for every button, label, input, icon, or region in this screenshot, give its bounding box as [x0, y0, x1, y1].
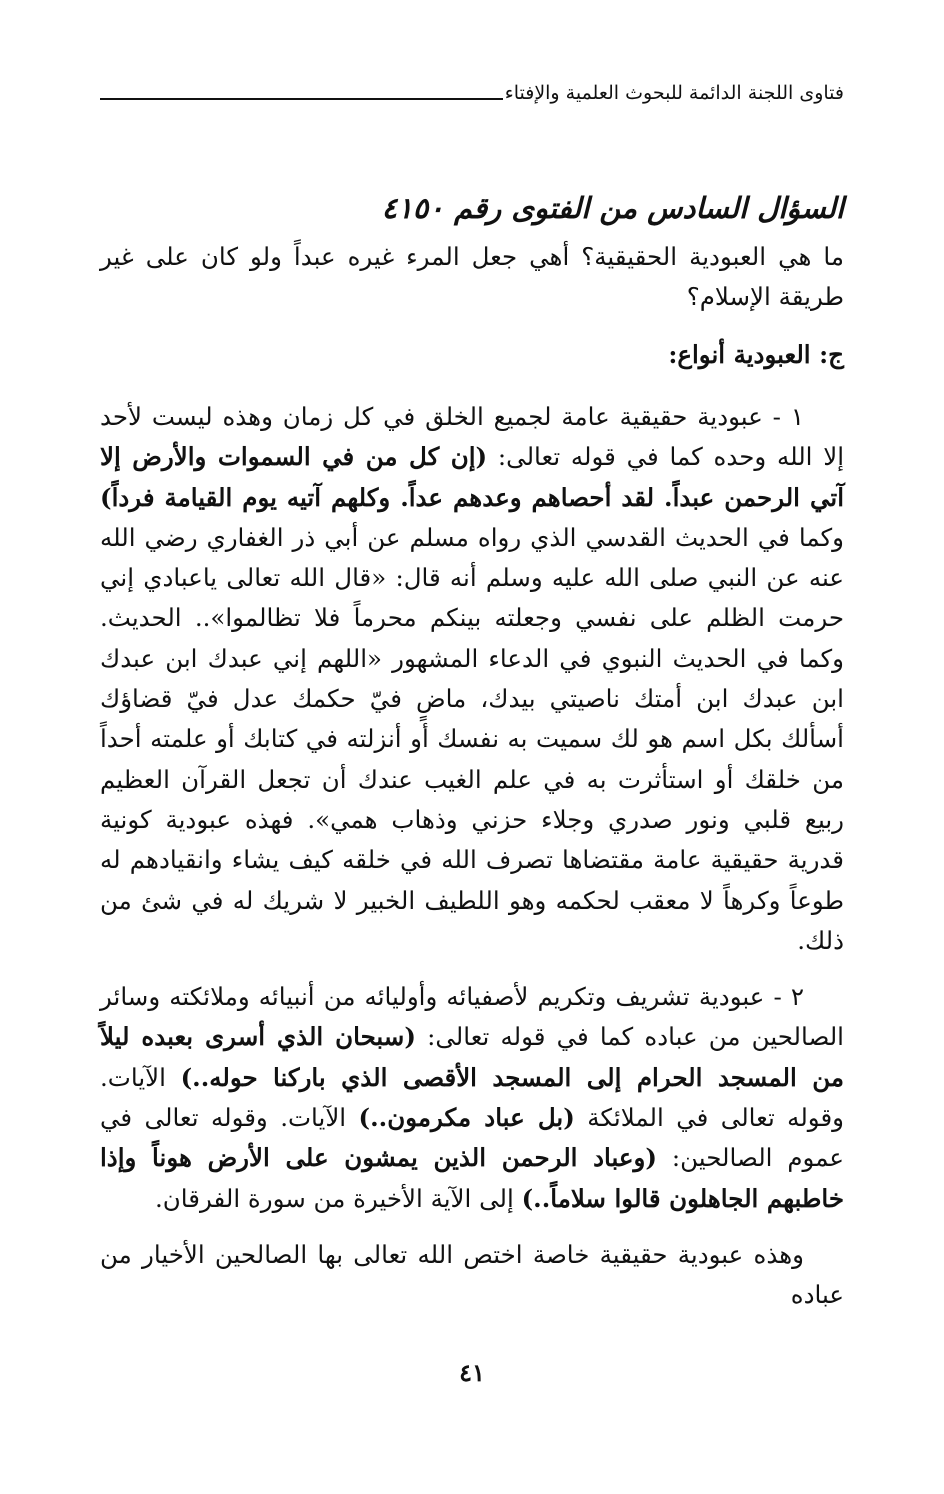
quran-quote: (سبحان الذي أسرى بعبده ليلاً من المسجد الحرام إلى المسجد الأقصى الذي باركنا حوله..) [100, 1022, 844, 1092]
question-heading: السؤال السادس من الفتوى رقم ٤١٥٠ [381, 191, 844, 225]
paragraph-2-text-b: الآيات. وقوله تعالى في الملائكة [100, 1062, 844, 1133]
paragraph-2-text-d: إلى الآية الأخيرة من سورة الفرقان. [154, 1183, 522, 1213]
paragraph-2-text-c: الآيات. وقوله تعالى في عموم الصالحين: [100, 1103, 845, 1173]
paragraph-1-text-b: وكما في الحديث القدسي الذي رواه مسلم عن أبي ذر الغفاري رضي الله عنه عن النبي صلى الله عليه وسلم أنه قال: «قال الله تعالى ياعبادي إني حرمت الظلم على نفسي وجعلته بينكم محرماً فلا تظالموا».. الحديث. وكما في الحديث النبوي في الدعاء المشهور «اللهم إني عبدك ابن عبدك ابن عبدك ابن أمتك ناصيتي بيدك، ماضٍ فيّ حكمك عدل فيّ قضاؤك أسألك بكل اسم هو لك سميت به نفسك أو أنزلته في كتابك أو علمته أحداً من خلقك أو استأثرت به في علم الغيب عندك أن تجعل القرآن العظيم ربيع قلبي ونور صدري وجلاء حزني وذهاب همي». فهذه عبودية كونية قدرية حقيقية عامة مقتضاها تصرف الله في خلقه كيف يشاء وانقيادهم له طوعاً وكرهاً لا معقب لحكمه وهو اللطيف الخبير لا شريك له في شئ من ذلك. [100, 522, 844, 955]
quran-quote: (إن كل من في السموات والأرض إلا آتي الرحمن عبداً. لقد أحصاهم وعدهم عداً. وكلهم آتيه يوم القيامة فرداً) [100, 442, 844, 512]
answer-label: ج: العبودية أنواع: [668, 340, 844, 369]
running-header [100, 76, 844, 104]
header-rule [100, 98, 503, 100]
page-number: ٤١ [459, 1358, 485, 1387]
quran-quote: (بل عباد مكرمون..) [358, 1103, 575, 1133]
question-text: ما هي العبودية الحقيقية؟ أهي جعل المرء غيره عبداً ولو كان على غير طريقة الإسلام؟ [100, 242, 844, 311]
paragraph-1 [100, 397, 844, 961]
quran-quote: (وعباد الرحمن الذين يمشون على الأرض هوناً وإذا خاطبهم الجاهلون قالوا سلاماً..) [100, 1143, 844, 1213]
paragraph-2 [100, 977, 844, 1219]
running-header-title: فتاوى اللجنة الدائمة للبحوث العلمية والإفتاء [504, 82, 844, 104]
paragraph-3: وهذه عبودية حقيقية خاصة اختص الله تعالى بها الصالحين الأخيار من عباده [100, 1239, 844, 1310]
page-body [100, 185, 844, 1332]
paragraph-2-text-a: ٢ - عبودية تشريف وتكريم لأصفيائه وأوليائه من أنبيائه وملائكته وسائر الصالحين من عباده كما في قوله تعالى: [100, 982, 844, 1052]
paragraph-1-text-a: ١ - عبودية حقيقية عامة لجميع الخلق في كل زمان وهذه ليست لأحد إلا الله وحده كما في قوله تعالى: [100, 402, 845, 472]
